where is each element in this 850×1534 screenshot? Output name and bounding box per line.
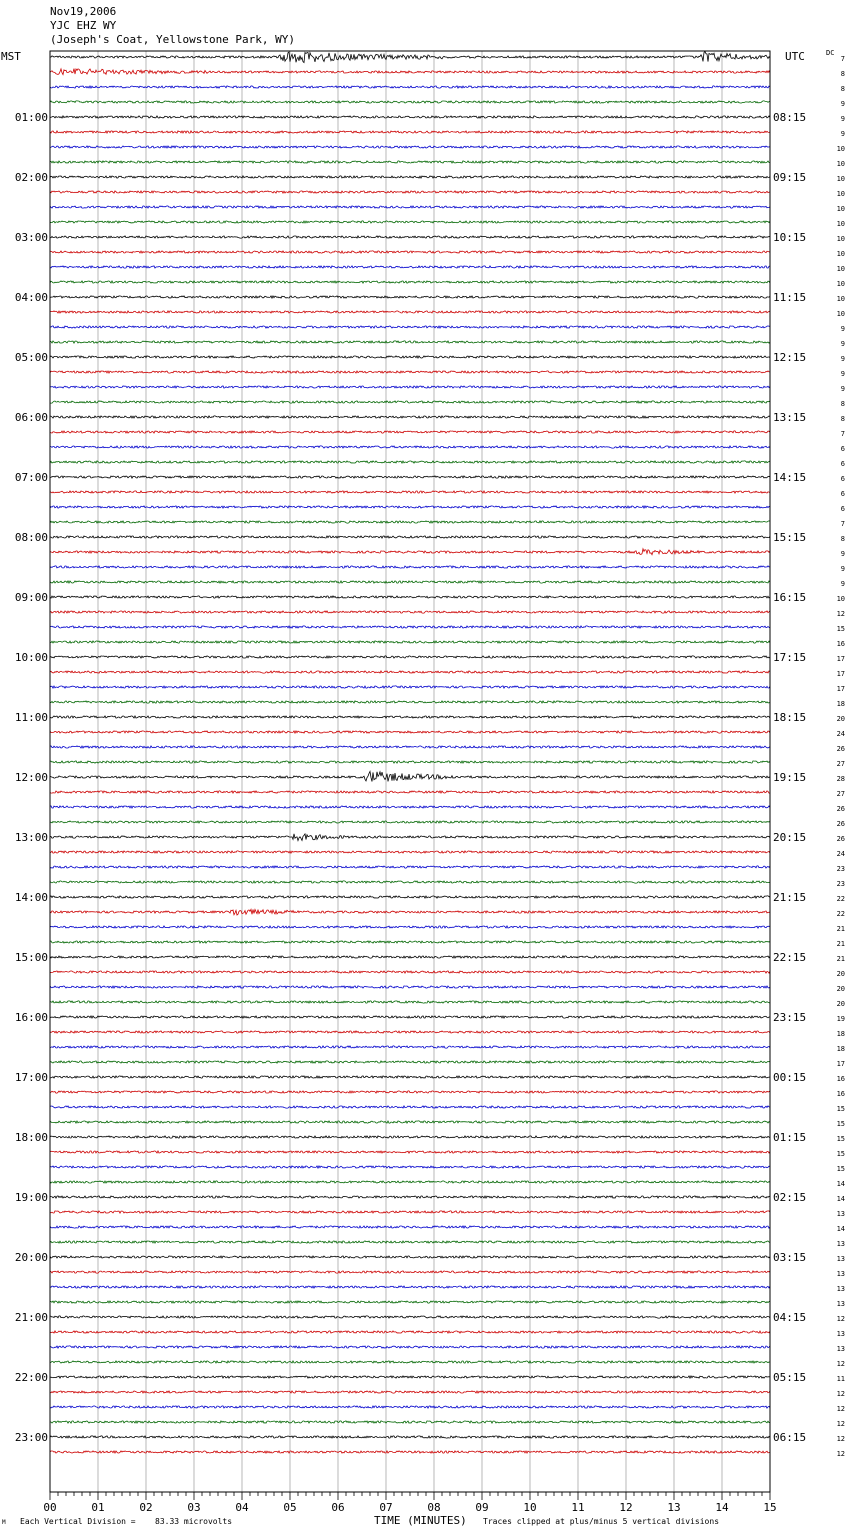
dc-value: 10 — [836, 205, 845, 213]
dc-value: 8 — [840, 400, 845, 408]
trace-row — [50, 191, 770, 193]
trace-row — [50, 101, 770, 103]
trace-row — [50, 611, 770, 613]
station-code: YJC EHZ WY — [50, 19, 117, 32]
dc-value: 8 — [840, 85, 845, 93]
dc-value: 20 — [836, 970, 845, 978]
right-hour-label: 14:15 — [773, 471, 807, 484]
trace-row — [50, 746, 770, 748]
trace-row — [50, 1451, 770, 1453]
trace-row — [50, 356, 770, 358]
trace-row — [50, 1316, 770, 1318]
dc-value: 27 — [836, 760, 845, 768]
dc-value: 9 — [840, 325, 845, 333]
dc-value: 9 — [840, 130, 845, 138]
dc-value: 9 — [840, 370, 845, 378]
corner-mark: M — [2, 1519, 6, 1526]
left-hour-label: 04:00 — [14, 291, 48, 304]
dc-value: 10 — [836, 235, 845, 243]
dc-value: 12 — [836, 1450, 845, 1458]
dc-value: 10 — [836, 250, 845, 258]
division-label: Each Vertical Division = — [20, 1517, 136, 1526]
trace-row — [50, 386, 770, 388]
dc-value: 8 — [840, 535, 845, 543]
dc-value: 9 — [840, 550, 845, 558]
dc-value: 12 — [836, 1420, 845, 1428]
trace-row — [50, 1286, 770, 1288]
dc-value: 19 — [836, 1015, 845, 1023]
trace-row — [50, 401, 770, 403]
x-axis — [43, 1492, 776, 1514]
right-hour-label: 23:15 — [773, 1011, 807, 1024]
right-hour-label: 16:15 — [773, 591, 807, 604]
trace-row — [50, 581, 770, 583]
dc-value: 12 — [836, 1390, 845, 1398]
x-tick-label: 08 — [427, 1501, 441, 1514]
dc-value: 17 — [836, 655, 845, 663]
right-hour-label: 17:15 — [773, 651, 807, 664]
dc-value: 26 — [836, 745, 845, 753]
dc-value: 13 — [836, 1210, 845, 1218]
trace-row — [50, 266, 770, 268]
trace-row — [50, 461, 770, 463]
left-hour-label: 21:00 — [14, 1311, 48, 1324]
trace-row — [50, 716, 770, 718]
dc-value: 22 — [836, 910, 845, 918]
seismic-traces — [50, 52, 770, 1454]
x-tick-label: 06 — [331, 1501, 345, 1514]
dc-value: 13 — [836, 1270, 845, 1278]
dc-value: 10 — [836, 160, 845, 168]
right-hour-label: 02:15 — [773, 1191, 807, 1204]
x-tick-label: 13 — [667, 1501, 681, 1514]
dc-value: 6 — [840, 505, 845, 513]
dc-value: 21 — [836, 955, 845, 963]
trace-row — [50, 311, 770, 313]
trace-row — [50, 206, 770, 208]
trace-row — [50, 1196, 770, 1198]
dc-value: 26 — [836, 805, 845, 813]
left-hour-label: 14:00 — [14, 891, 48, 904]
trace-row — [50, 806, 770, 808]
trace-row — [50, 446, 770, 448]
trace-row — [50, 536, 770, 538]
dc-value: 17 — [836, 685, 845, 693]
trace-row — [50, 146, 770, 148]
trace-row — [50, 641, 770, 643]
x-tick-label: 01 — [91, 1501, 105, 1514]
left-hour-label: 09:00 — [14, 591, 48, 604]
left-hour-label: 11:00 — [14, 711, 48, 724]
trace-row — [50, 971, 770, 973]
trace-row — [50, 1436, 770, 1438]
left-hour-label: 23:00 — [14, 1431, 48, 1444]
left-hour-label: 08:00 — [14, 531, 48, 544]
dc-value: 10 — [836, 595, 845, 603]
dc-value: 9 — [840, 385, 845, 393]
trace-row — [50, 116, 770, 118]
dc-value-labels — [837, 55, 845, 1458]
dc-value: 20 — [836, 1000, 845, 1008]
trace-row — [50, 1271, 770, 1273]
trace-row — [50, 296, 770, 298]
left-hour-label: 06:00 — [14, 411, 48, 424]
dc-value: 9 — [840, 115, 845, 123]
dc-value: 10 — [836, 145, 845, 153]
dc-value: 16 — [836, 640, 845, 648]
dc-value: 15 — [836, 1120, 845, 1128]
dc-column-label: DC — [826, 49, 835, 57]
trace-row — [50, 1106, 770, 1108]
dc-value: 10 — [836, 190, 845, 198]
dc-value: 17 — [836, 1060, 845, 1068]
dc-value: 10 — [836, 295, 845, 303]
left-hour-label: 07:00 — [14, 471, 48, 484]
dc-value: 9 — [840, 355, 845, 363]
right-hour-label: 18:15 — [773, 711, 807, 724]
trace-row — [50, 1346, 770, 1348]
dc-value: 6 — [840, 475, 845, 483]
trace-row — [50, 1076, 770, 1078]
left-hour-label: 15:00 — [14, 951, 48, 964]
trace-row — [50, 791, 770, 793]
left-hour-labels — [15, 111, 48, 1444]
left-hour-label: 10:00 — [14, 651, 48, 664]
trace-row — [50, 1406, 770, 1408]
left-hour-label: 17:00 — [14, 1071, 48, 1084]
dc-value: 17 — [836, 670, 845, 678]
dc-value: 15 — [836, 1105, 845, 1113]
trace-row — [50, 821, 770, 823]
dc-value: 21 — [836, 925, 845, 933]
dc-value: 13 — [836, 1330, 845, 1338]
left-timezone-label: MST — [1, 50, 21, 63]
dc-value: 18 — [836, 1030, 845, 1038]
dc-value: 7 — [840, 55, 845, 63]
dc-value: 13 — [836, 1300, 845, 1308]
dc-value: 6 — [840, 460, 845, 468]
trace-row — [50, 1136, 770, 1138]
dc-value: 20 — [836, 985, 845, 993]
x-tick-label: 12 — [619, 1501, 633, 1514]
trace-row — [50, 881, 770, 883]
right-hour-label: 13:15 — [773, 411, 807, 424]
trace-row — [50, 131, 770, 133]
trace-row — [50, 161, 770, 163]
trace-row — [50, 1091, 770, 1093]
trace-row — [50, 1211, 770, 1213]
dc-value: 18 — [836, 700, 845, 708]
station-location: (Joseph's Coat, Yellowstone Park, WY) — [50, 33, 296, 46]
trace-row — [50, 701, 770, 703]
dc-value: 15 — [836, 1150, 845, 1158]
left-hour-label: 22:00 — [14, 1371, 48, 1384]
right-hour-label: 21:15 — [773, 891, 807, 904]
left-hour-label: 05:00 — [14, 351, 48, 364]
trace-row — [50, 566, 770, 568]
dc-value: 13 — [836, 1255, 845, 1263]
clip-note: Traces clipped at plus/minus 5 vertical divisions — [483, 1517, 720, 1526]
trace-row — [50, 416, 770, 418]
right-hour-label: 06:15 — [773, 1431, 807, 1444]
trace-row — [50, 491, 770, 493]
dc-value: 6 — [840, 445, 845, 453]
trace-row — [50, 52, 770, 63]
right-hour-labels — [773, 111, 806, 1444]
dc-value: 21 — [836, 940, 845, 948]
x-tick-label: 15 — [763, 1501, 777, 1514]
trace-row — [50, 926, 770, 928]
trace-row — [50, 1001, 770, 1003]
right-hour-label: 12:15 — [773, 351, 807, 364]
right-hour-label: 05:15 — [773, 1371, 807, 1384]
x-tick-label: 09 — [475, 1501, 489, 1514]
dc-value: 6 — [840, 490, 845, 498]
dc-value: 9 — [840, 100, 845, 108]
x-tick-label: 10 — [523, 1501, 537, 1514]
dc-value: 9 — [840, 340, 845, 348]
right-hour-label: 08:15 — [773, 111, 807, 124]
x-tick-label: 14 — [715, 1501, 729, 1514]
left-hour-label: 19:00 — [14, 1191, 48, 1204]
dc-value: 12 — [836, 1435, 845, 1443]
dc-value: 15 — [836, 625, 845, 633]
trace-row — [50, 236, 770, 238]
left-hour-label: 18:00 — [14, 1131, 48, 1144]
dc-value: 22 — [836, 895, 845, 903]
x-tick-label: 02 — [139, 1501, 153, 1514]
dc-value: 10 — [836, 265, 845, 273]
trace-row — [50, 986, 770, 988]
dc-value: 10 — [836, 280, 845, 288]
dc-value: 9 — [840, 565, 845, 573]
dc-value: 13 — [836, 1240, 845, 1248]
dc-value: 13 — [836, 1285, 845, 1293]
dc-value: 10 — [836, 310, 845, 318]
trace-row — [50, 221, 770, 223]
right-hour-label: 04:15 — [773, 1311, 807, 1324]
left-hour-label: 20:00 — [14, 1251, 48, 1264]
dc-value: 26 — [836, 820, 845, 828]
trace-row — [50, 671, 770, 673]
dc-value: 11 — [836, 1375, 845, 1383]
x-tick-label: 03 — [187, 1501, 201, 1514]
trace-row — [50, 896, 770, 898]
trace-row — [50, 1391, 770, 1393]
trace-row — [50, 549, 770, 555]
trace-row — [50, 941, 770, 943]
trace-row — [50, 866, 770, 868]
trace-row — [50, 1226, 770, 1228]
trace-row — [50, 1256, 770, 1258]
right-hour-label: 09:15 — [773, 171, 807, 184]
trace-row — [50, 686, 770, 688]
left-hour-label: 01:00 — [14, 111, 48, 124]
x-tick-label: 11 — [571, 1501, 585, 1514]
trace-row — [50, 1301, 770, 1303]
trace-row — [50, 851, 770, 853]
trace-row — [50, 431, 770, 433]
dc-value: 28 — [836, 775, 845, 783]
trace-row — [50, 1376, 770, 1378]
trace-row — [50, 1361, 770, 1363]
dc-value: 12 — [836, 610, 845, 618]
dc-value: 23 — [836, 880, 845, 888]
right-hour-label: 11:15 — [773, 291, 807, 304]
dc-value: 27 — [836, 790, 845, 798]
trace-row — [50, 626, 770, 628]
dc-value: 12 — [836, 1405, 845, 1413]
trace-row — [50, 341, 770, 343]
x-axis-title: TIME (MINUTES) — [374, 1514, 467, 1527]
x-tick-label: 05 — [283, 1501, 297, 1514]
trace-row — [50, 251, 770, 253]
trace-row — [50, 86, 770, 88]
left-hour-label: 16:00 — [14, 1011, 48, 1024]
dc-value: 26 — [836, 835, 845, 843]
trace-row — [50, 596, 770, 598]
right-hour-label: 00:15 — [773, 1071, 807, 1084]
trace-row — [50, 1166, 770, 1168]
trace-row — [50, 1421, 770, 1423]
right-hour-label: 15:15 — [773, 531, 807, 544]
right-hour-label: 01:15 — [773, 1131, 807, 1144]
recording-date: Nov19,2006 — [50, 5, 117, 18]
left-hour-label: 03:00 — [14, 231, 48, 244]
dc-value: 14 — [836, 1180, 845, 1188]
division-value: 83.33 microvolts — [155, 1517, 233, 1526]
dc-value: 18 — [836, 1045, 845, 1053]
trace-row — [50, 281, 770, 283]
right-hour-label: 19:15 — [773, 771, 807, 784]
trace-row — [50, 656, 770, 658]
trace-row — [50, 506, 770, 508]
trace-row — [50, 1046, 770, 1048]
left-hour-label: 02:00 — [14, 171, 48, 184]
dc-value: 16 — [836, 1075, 845, 1083]
dc-value: 15 — [836, 1135, 845, 1143]
dc-value: 14 — [836, 1195, 845, 1203]
dc-value: 23 — [836, 865, 845, 873]
trace-row — [50, 771, 770, 781]
dc-value: 12 — [836, 1360, 845, 1368]
trace-row — [50, 476, 770, 478]
trace-row — [50, 1121, 770, 1123]
trace-row — [50, 956, 770, 958]
trace-row — [50, 1151, 770, 1153]
trace-row — [50, 761, 770, 763]
trace-row — [50, 371, 770, 373]
dc-value: 12 — [836, 1315, 845, 1323]
trace-row — [50, 834, 770, 841]
trace-row — [50, 1241, 770, 1243]
x-tick-label: 00 — [43, 1501, 57, 1514]
trace-row — [50, 326, 770, 328]
dc-value: 7 — [840, 430, 845, 438]
trace-row — [50, 1331, 770, 1333]
x-tick-label: 04 — [235, 1501, 249, 1514]
dc-value: 14 — [836, 1225, 845, 1233]
trace-row — [50, 521, 770, 523]
dc-value: 13 — [836, 1345, 845, 1353]
left-hour-label: 12:00 — [14, 771, 48, 784]
left-hour-label: 13:00 — [14, 831, 48, 844]
right-hour-label: 22:15 — [773, 951, 807, 964]
dc-value: 24 — [836, 850, 845, 858]
dc-value: 8 — [840, 415, 845, 423]
dc-value: 16 — [836, 1090, 845, 1098]
dc-value: 24 — [836, 730, 845, 738]
dc-value: 10 — [836, 220, 845, 228]
dc-value: 10 — [836, 175, 845, 183]
dc-value: 20 — [836, 715, 845, 723]
dc-value: 7 — [840, 520, 845, 528]
dc-value: 15 — [836, 1165, 845, 1173]
dc-value: 8 — [840, 70, 845, 78]
right-hour-label: 20:15 — [773, 831, 807, 844]
trace-row — [50, 1031, 770, 1033]
x-tick-label: 07 — [379, 1501, 393, 1514]
right-hour-label: 03:15 — [773, 1251, 807, 1264]
trace-row — [50, 1181, 770, 1183]
trace-row — [50, 1061, 770, 1063]
trace-row — [50, 909, 770, 915]
trace-row — [50, 69, 770, 75]
dc-value: 9 — [840, 580, 845, 588]
right-timezone-label: UTC — [785, 50, 805, 63]
trace-row — [50, 731, 770, 733]
trace-row — [50, 1016, 770, 1018]
right-hour-label: 10:15 — [773, 231, 807, 244]
trace-row — [50, 176, 770, 178]
